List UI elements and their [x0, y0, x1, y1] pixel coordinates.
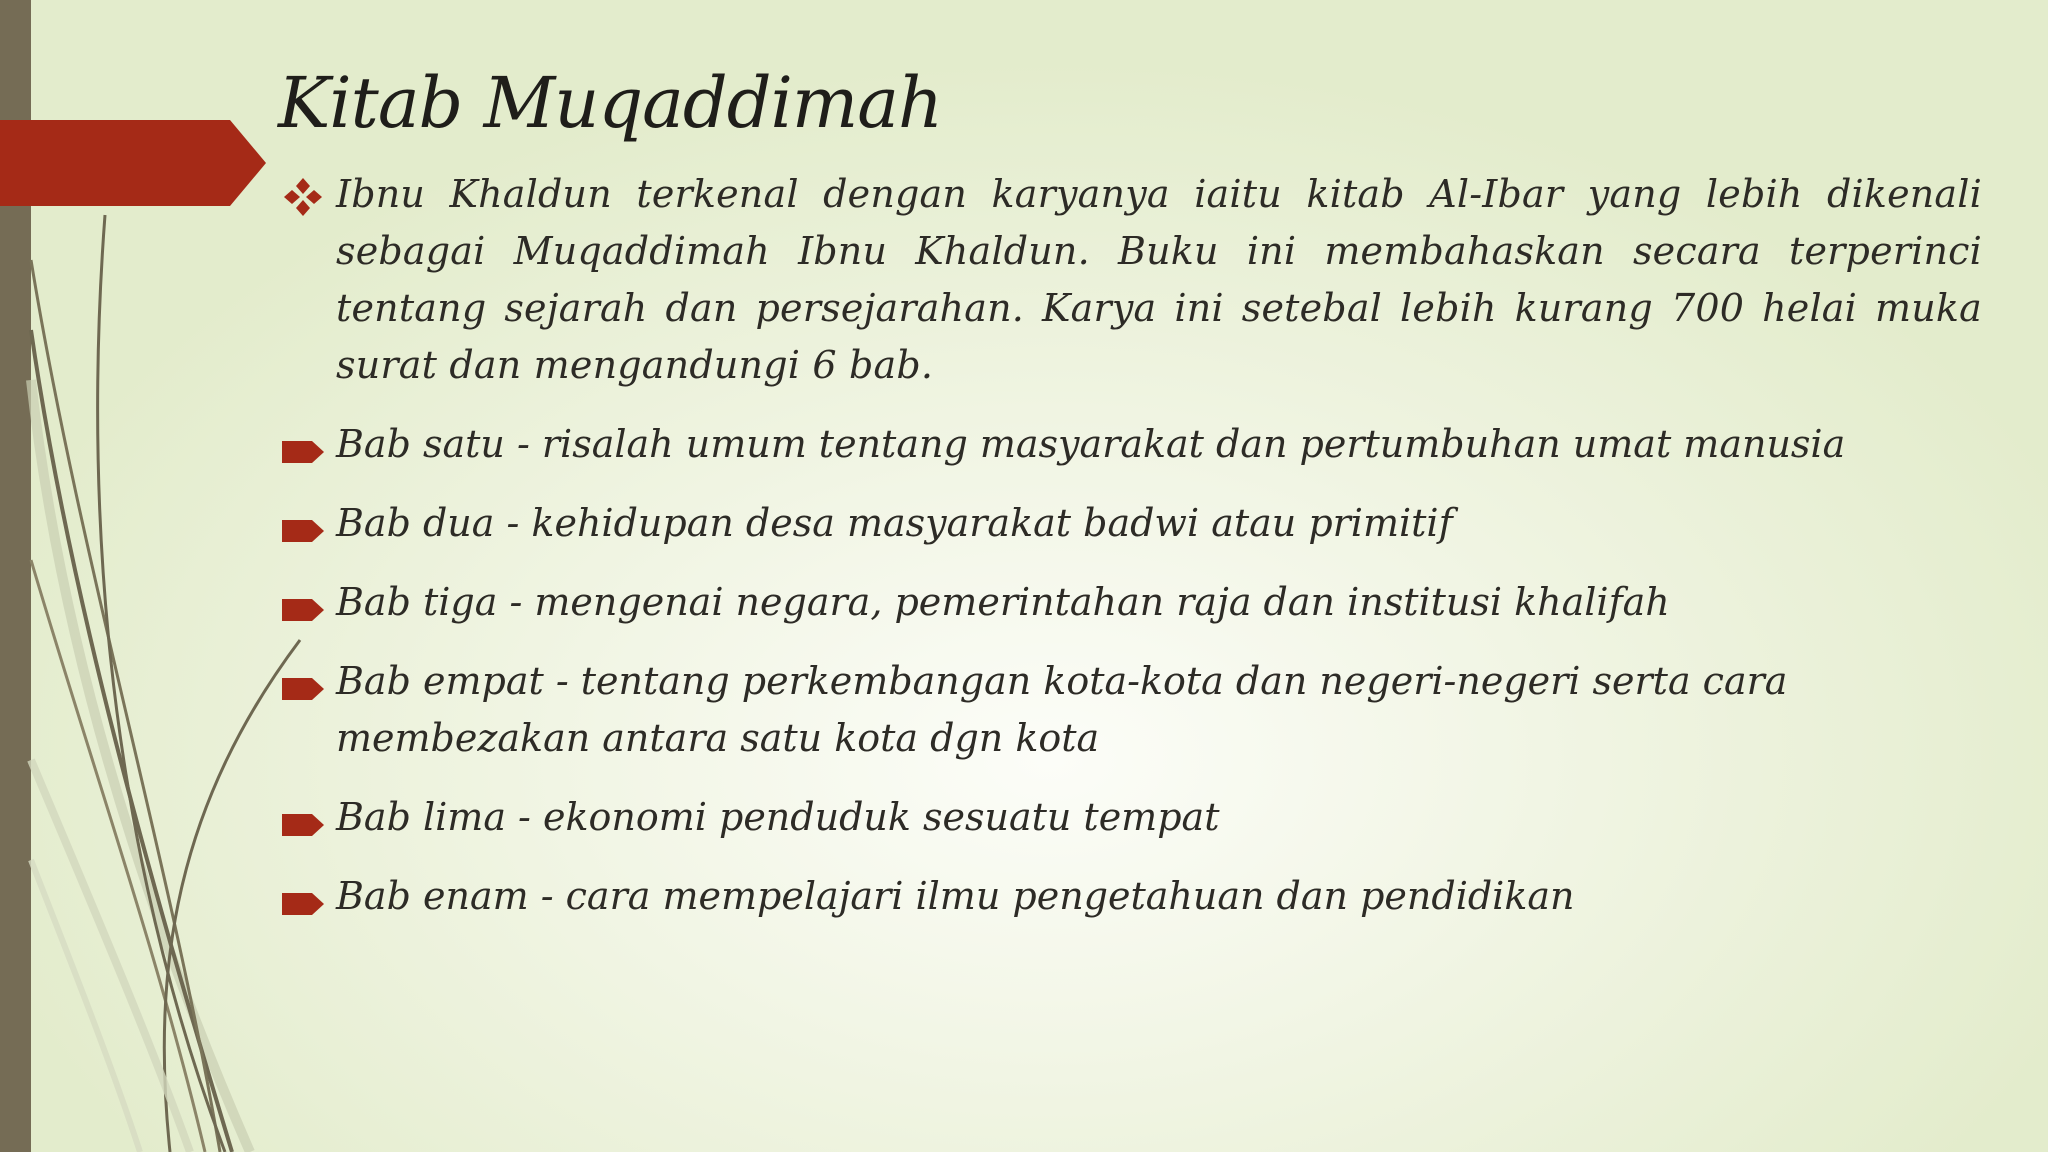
arrow-bullet-icon	[282, 878, 326, 935]
slide-content	[282, 166, 1982, 925]
intro-text: Ibnu Khaldun terkenal dengan karyanya iaitu kitab Al-Ibar yang lebih dikenali sebagai Muqaddimah Ibnu Khaldun. Buku ini membahaskan secara terperinci tentang sejarah dan persejarahan. Karya ini setebal lebih kurang 700 helai muka surat dan mengandungi 6 bab.	[336, 172, 1982, 387]
chapter-text: Bab tiga - mengenai negara, pemerintahan raja dan institusi khalifah	[336, 580, 1670, 624]
chapter-text: Bab lima - ekonomi penduduk sesuatu tempat	[336, 795, 1220, 839]
chapter-item	[282, 653, 1982, 767]
chapter-text: Bab enam - cara mempelajari ilmu pengetahuan dan pendidikan	[336, 874, 1575, 918]
four-diamond-bullet-icon	[282, 176, 324, 234]
intro-paragraph	[282, 166, 1982, 394]
chapter-item	[282, 495, 1982, 552]
arrow-bullet-icon	[282, 663, 326, 720]
arrow-bullet-icon	[282, 505, 326, 562]
chapter-item	[282, 574, 1982, 631]
accent-tab	[0, 120, 266, 206]
chapter-item	[282, 416, 1982, 473]
arrow-bullet-icon	[282, 799, 326, 856]
chapter-text: Bab empat - tentang perkembangan kota-kota dan negeri-negeri serta cara membezakan antara satu kota dgn kota	[336, 659, 1788, 760]
chapter-item	[282, 868, 1982, 925]
chapter-text: Bab dua - kehidupan desa masyarakat badwi atau primitif	[336, 501, 1453, 545]
arrow-bullet-icon	[282, 426, 326, 483]
chapter-text: Bab satu - risalah umum tentang masyarakat dan pertumbuhan umat manusia	[336, 422, 1846, 466]
slide-title: Kitab Muqaddimah	[278, 62, 943, 144]
arrow-bullet-icon	[282, 584, 326, 641]
chapter-item	[282, 789, 1982, 846]
